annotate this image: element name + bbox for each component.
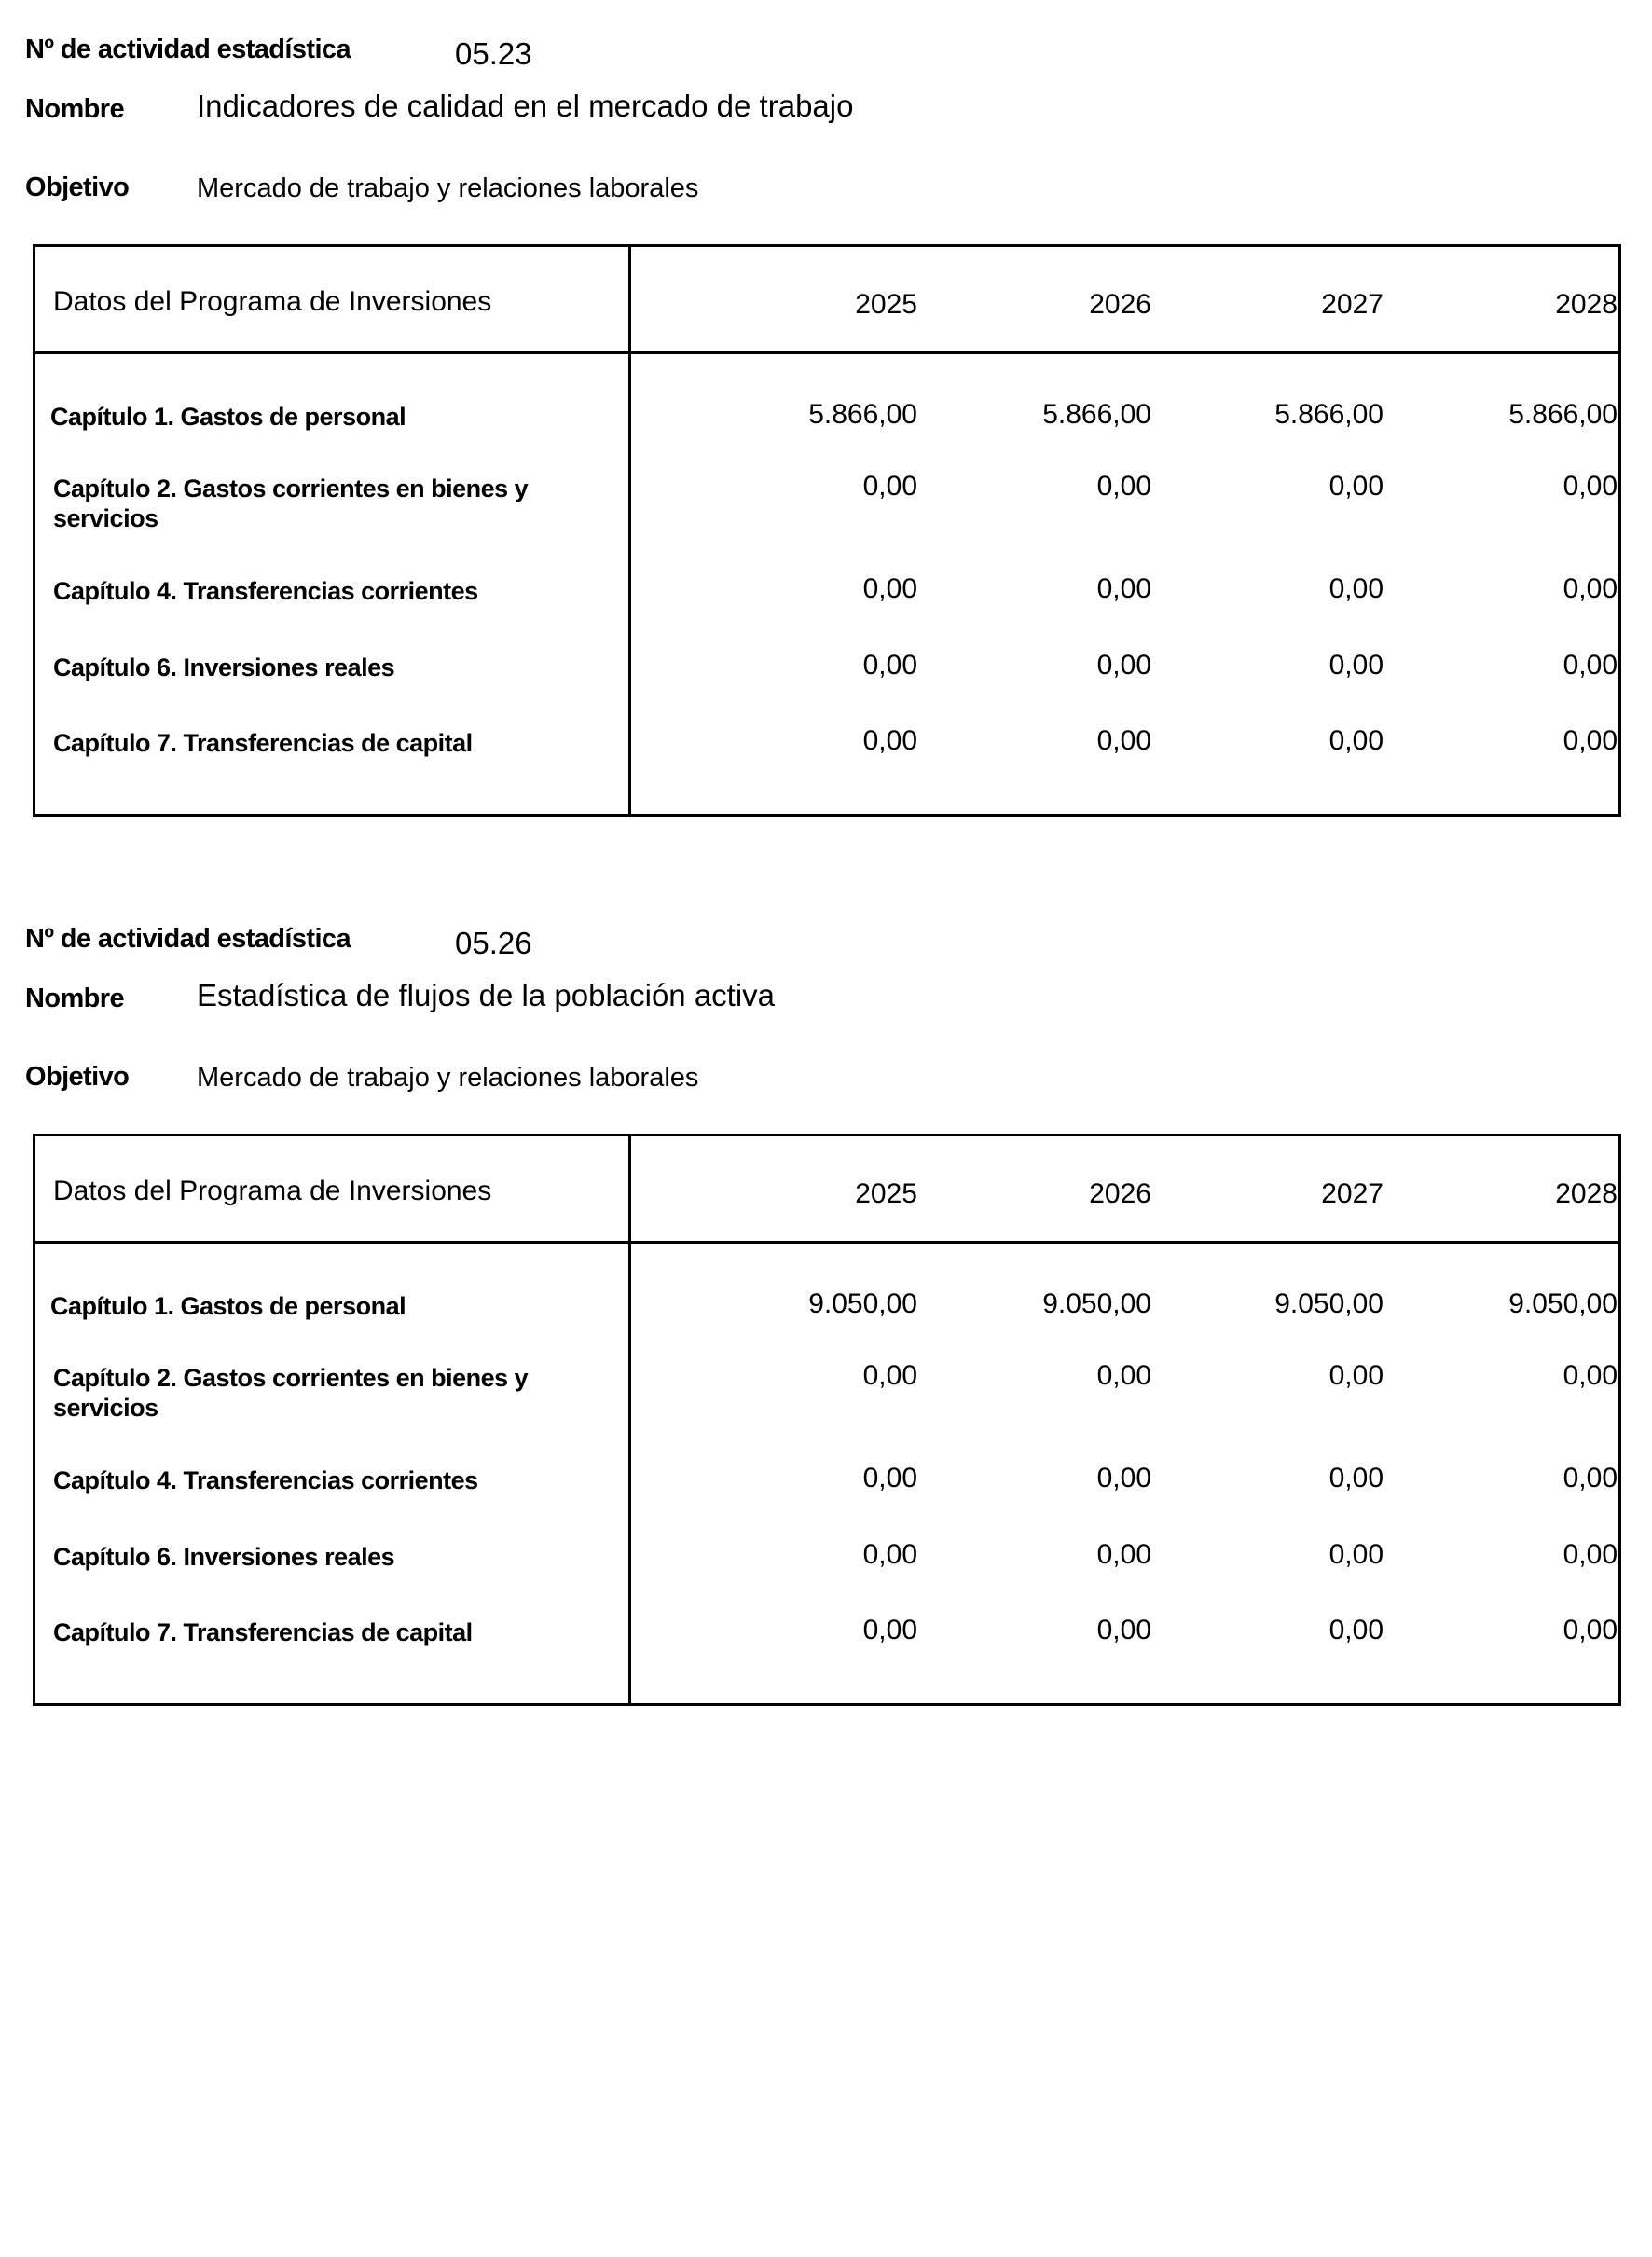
year-header: 2025 (855, 1178, 917, 1209)
table-row-label: Capítulo 2. Gastos corrientes en bienes y servicios (53, 1364, 529, 1422)
table-cell: 0,00 (1328, 471, 1384, 502)
table-header-label: Datos del Programa de Inversiones (53, 1176, 492, 1206)
table-cell: 0,00 (862, 1539, 917, 1570)
table-cell: 0,00 (1563, 471, 1618, 502)
table-cell: 0,00 (1096, 1539, 1151, 1570)
table-cell: 0,00 (1096, 1615, 1151, 1645)
year-header: 2027 (1321, 1178, 1384, 1209)
table-row-label: Capítulo 1. Gastos de personal (50, 403, 406, 431)
table-header-divider (35, 1241, 1618, 1244)
table-cell: 0,00 (1563, 1539, 1618, 1570)
year-header: 2028 (1555, 1178, 1618, 1209)
table-cell: 0,00 (1096, 1360, 1151, 1391)
activity-objective-label: Objetivo (25, 172, 130, 202)
activity-number-label: Nº de actividad estadística (25, 924, 351, 954)
activity-number-value: 05.23 (455, 36, 532, 71)
table-cell: 0,00 (1563, 1615, 1618, 1645)
year-header: 2028 (1555, 289, 1618, 320)
table-cell: 0,00 (1563, 650, 1618, 681)
table-cell: 0,00 (1328, 1463, 1384, 1493)
activity-objective-label: Objetivo (25, 1062, 130, 1092)
table-cell: 0,00 (862, 573, 917, 604)
table-cell: 9.050,00 (1274, 1288, 1384, 1319)
table-cell: 5.866,00 (1042, 399, 1151, 430)
table-cell: 9.050,00 (1042, 1288, 1151, 1319)
table-cell: 0,00 (1096, 573, 1151, 604)
table-cell: 0,00 (1563, 1360, 1618, 1391)
table-column-divider (628, 1136, 631, 1703)
table-cell: 0,00 (1328, 1539, 1384, 1570)
year-header: 2026 (1089, 1178, 1151, 1209)
activity-name-value: Indicadores de calidad en el mercado de trabajo (197, 89, 854, 123)
table-cell: 5.866,00 (1508, 399, 1618, 430)
table-row-label: Capítulo 6. Inversiones reales (53, 1543, 395, 1571)
activity-section (0, 0, 1652, 839)
activity-objective-value: Mercado de trabajo y relaciones laborales (197, 1063, 699, 1093)
table-row-label: Capítulo 6. Inversiones reales (53, 654, 395, 681)
year-header: 2027 (1321, 289, 1384, 320)
investment-table (33, 1134, 1621, 1706)
table-column-divider (628, 247, 631, 814)
table-cell: 0,00 (1328, 1615, 1384, 1645)
table-cell: 9.050,00 (1508, 1288, 1618, 1319)
table-cell: 0,00 (862, 725, 917, 756)
table-cell: 0,00 (1328, 650, 1384, 681)
table-cell: 5.866,00 (808, 399, 917, 430)
year-header: 2026 (1089, 289, 1151, 320)
table-cell: 0,00 (1563, 573, 1618, 604)
table-cell: 9.050,00 (808, 1288, 917, 1319)
activity-number-label: Nº de actividad estadística (25, 34, 351, 64)
table-row-label: Capítulo 7. Transferencias de capital (53, 1618, 473, 1646)
table-row-label: Capítulo 4. Transferencias corrientes (53, 577, 478, 605)
activity-name-label: Nombre (25, 984, 124, 1013)
table-cell: 0,00 (862, 1615, 917, 1645)
table-cell: 0,00 (862, 1360, 917, 1391)
table-row-label: Capítulo 1. Gastos de personal (50, 1292, 406, 1320)
table-cell: 0,00 (1328, 725, 1384, 756)
table-cell: 0,00 (862, 1463, 917, 1493)
table-row-label: Capítulo 4. Transferencias corrientes (53, 1466, 478, 1494)
table-cell: 0,00 (1096, 725, 1151, 756)
table-cell: 0,00 (862, 650, 917, 681)
activity-section (0, 889, 1652, 1728)
table-header-label: Datos del Programa de Inversiones (53, 286, 492, 317)
activity-name-label: Nombre (25, 94, 124, 124)
activity-number-value: 05.26 (455, 926, 532, 960)
table-cell: 5.866,00 (1274, 399, 1384, 430)
table-cell: 0,00 (1563, 725, 1618, 756)
table-row-label: Capítulo 2. Gastos corrientes en bienes y servicios (53, 475, 529, 532)
table-cell: 0,00 (1328, 1360, 1384, 1391)
table-cell: 0,00 (1096, 471, 1151, 502)
table-row-label: Capítulo 7. Transferencias de capital (53, 729, 473, 757)
table-cell: 0,00 (1563, 1463, 1618, 1493)
investment-table (33, 244, 1621, 817)
table-cell: 0,00 (1328, 573, 1384, 604)
table-header-divider (35, 351, 1618, 354)
year-header: 2025 (855, 289, 917, 320)
activity-name-value: Estadística de flujos de la población activa (197, 978, 776, 1012)
table-cell: 0,00 (1096, 1463, 1151, 1493)
table-cell: 0,00 (862, 471, 917, 502)
activity-objective-value: Mercado de trabajo y relaciones laborales (197, 173, 699, 203)
table-cell: 0,00 (1096, 650, 1151, 681)
